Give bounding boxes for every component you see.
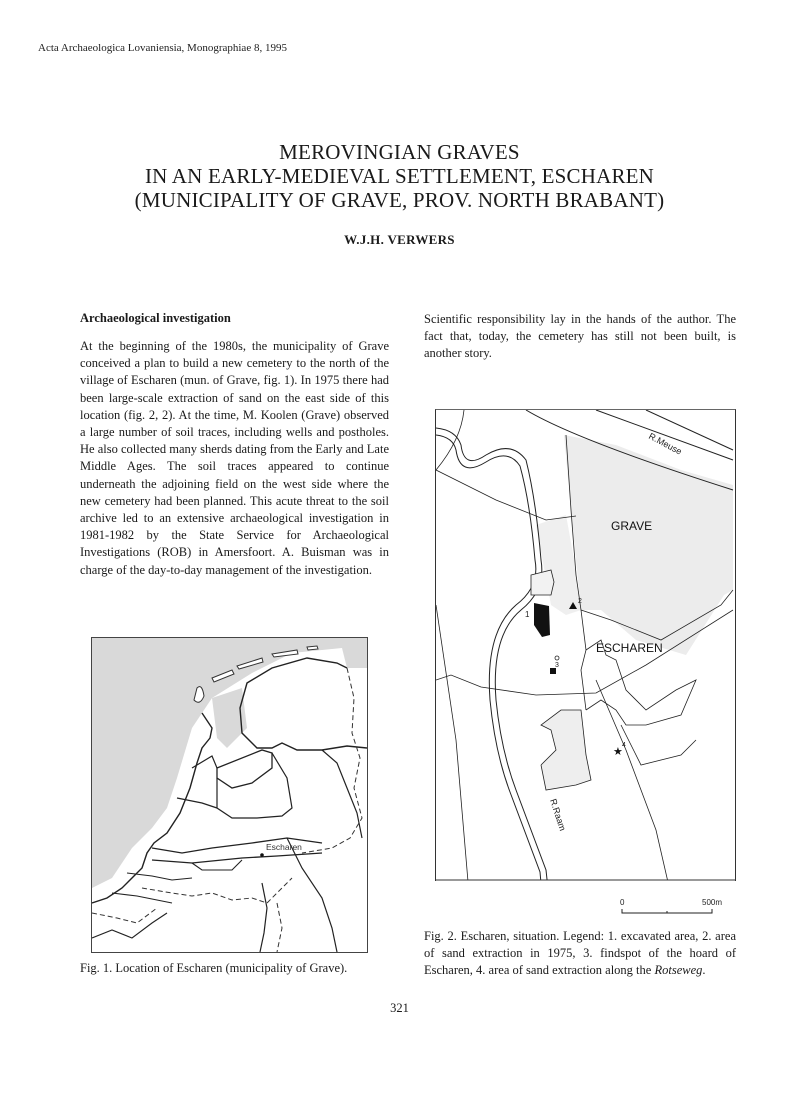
title-line-3: (MUNICIPALITY OF GRAVE, PROV. NORTH BRABANT): [134, 188, 665, 212]
figure-2-caption: [424, 928, 736, 980]
figure-2-caption-end: .: [702, 963, 706, 978]
article-title: [0, 140, 799, 212]
title-line-1: MEROVINGIAN GRAVES: [279, 140, 520, 164]
village-escharen-label: ESCHAREN: [596, 641, 663, 655]
marker-3-label: 3: [555, 662, 559, 669]
scale-start-label: 0: [620, 898, 625, 907]
body-paragraph-right: Scientific responsibility lay in the hands of the author. The fact that, today, the cemetery has still not been built, is another story.: [424, 312, 736, 361]
sand-extraction-rotseweg-marker: ★: [613, 746, 623, 758]
marker-2-label: 2: [578, 598, 582, 605]
church-symbol: [555, 656, 559, 660]
river-meuse-label: R.Meuse: [647, 430, 684, 457]
figure-1-map: [91, 637, 368, 953]
section-heading: Archaeological investigation: [80, 311, 231, 325]
river-raam-label: R.Raam: [548, 797, 568, 833]
escharen-map-label: Escharen: [266, 842, 302, 852]
scale-end-label: 500m: [702, 898, 723, 907]
left-column: [80, 311, 389, 579]
figure-2-caption-italic: Rotseweg: [654, 963, 703, 978]
running-head: Acta Archaeologica Lovaniensia, Monographiae 8, 1995: [38, 42, 287, 54]
town-grave-label: GRAVE: [611, 519, 653, 533]
title-line-2: IN AN EARLY-MEDIEVAL SETTLEMENT, ESCHAREN: [144, 164, 655, 188]
figure-2-caption-text: Fig. 2. Escharen, situation. Legend: 1. excavated area, 2. area of sand extraction in 1975, 3. findspot of the hoard of Escharen, 4. area of sand extraction along the: [424, 929, 736, 978]
figure-1-caption: Fig. 1. Location of Escharen (municipality of Grave).: [80, 961, 348, 975]
scale-bar: [620, 897, 730, 919]
escharen-location-dot: [260, 853, 264, 857]
netherlands-map-graphic: [92, 638, 367, 952]
marker-4-label: 4: [622, 742, 626, 749]
excavated-area-marker: [534, 603, 550, 637]
figure-2-map: [435, 409, 736, 918]
escharen-situation-map-graphic: [436, 410, 735, 917]
marker-1-label: 1: [525, 610, 530, 619]
right-column: [424, 311, 736, 363]
author-name: W.J.H. VERWERS: [344, 232, 455, 247]
body-paragraph-left: At the beginning of the 1980s, the municipality of Grave conceived a plan to build a new cemetery to the north of the village of Escharen (mun. of Grave, fig. 1). In 1975 there had been large-scale extraction of sand on the east side of this location (fig. 2, 2). At the time, M. Koolen (Grave) observed a large number of soil traces, including wells and postholes. He also collected many sherds dating from the Early and Late Middle Ages. The soil traces appeared to continue underneath the adjoining field on the west side where the new cemetery had been planned. This acute threat to the soil archive led to an extensive archaeological investigation in 1981-1982 by the State Service for Archaeological Investigations (ROB) in Amersfoort. A. Buisman was in charge of the day-to-day management of the investigation.: [80, 339, 389, 577]
page-number: 321: [390, 1001, 409, 1015]
